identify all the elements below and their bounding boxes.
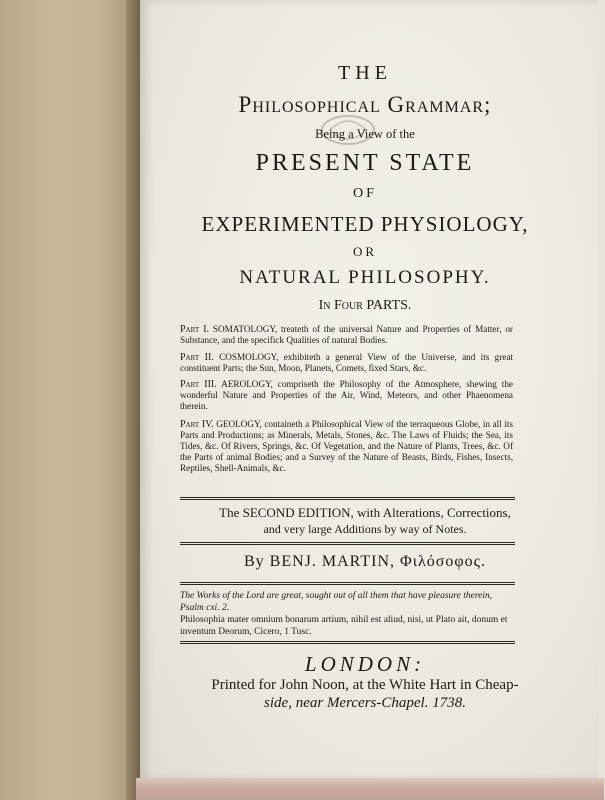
- motto-latin: Philosophia mater omnium bonarum artium, nihil est aliud, nisi, ut Plato ait, donum et inventum Deorum, Cicero, 1 Tusc.: [180, 615, 508, 637]
- imprint-city: LONDON:: [304, 652, 426, 676]
- title-present-state: PRESENT STATE: [255, 150, 475, 176]
- divider-rule: [180, 497, 515, 500]
- title-being-a-view: Being a View of the: [315, 127, 415, 141]
- part-two-text: COSMOLOGY, exhibiteth a general View of the Universe, and its great constituent Parts; the Sun, Moon, Planets, Comets, fixed Stars, &c.: [180, 352, 513, 373]
- title-experimented-physiology: EXPERIMENTED PHYSIOLOGY,: [201, 212, 529, 236]
- title-natural-philosophy: NATURAL PHILOSOPHY.: [239, 267, 491, 288]
- part-one-label: Part I.: [180, 324, 210, 335]
- divider-rule: [180, 641, 515, 644]
- title-philosophical-grammar: Philosophical Grammar;: [238, 92, 492, 117]
- part-four-label: Part IV.: [180, 419, 214, 430]
- divider-rule: [180, 542, 515, 545]
- motto-psalm: The Works of the Lord are great, sought out of all them that have pleasure therein, Psalm cxi. 2.: [180, 591, 493, 613]
- title-in-four-parts: In Four PARTS.: [318, 298, 412, 313]
- imprint-line-2: side, near Mercers-Chapel. 1738.: [264, 695, 466, 711]
- part-two: [180, 352, 513, 374]
- part-four-text: GEOLOGY, containeth a Philosophical View of the terraqueous Globe, in all its Parts and Productions; as Minerals, Metals, Stones, &c. The Laws of Fluids; the Sea, its Tides, &c. Of Rivers, Springs, &c. Of Vegetation, and the Nature of Plants, Trees, &c. Of the Parts of animal Bodies; and a Survey of the Nature of Beasts, Birds, Fishes, Insects, Reptiles, Shell-Animals, &c.: [180, 419, 513, 473]
- page-stack-edge: [136, 778, 604, 800]
- edition-line: The SECOND EDITION, with Alterations, Corrections,: [219, 505, 511, 520]
- book-cover-board: [0, 0, 140, 800]
- author-line: By BENJ. MARTIN, Φιλόσοφος.: [244, 553, 486, 570]
- imprint-line-1: Printed for John Noon, at the White Hart in Cheap-: [211, 677, 519, 693]
- part-two-label: Part II.: [180, 352, 214, 363]
- part-four: [180, 419, 513, 474]
- part-one-text: SOMATOLOGY, treateth of the universal Nature and Properties of Matter, or Substance, and the specifick Qualities of natural Bodies.: [180, 324, 513, 345]
- part-one: [180, 324, 513, 346]
- part-three-text: AEROLOGY, compriseth the Philosophy of the Atmosphere, shewing the wonderful Nature and Properties of the Air, Wind, Meteors, and other Phaenomena therein.: [180, 379, 513, 411]
- part-three: [180, 379, 513, 412]
- additions-line: and very large Additions by way of Notes.: [263, 522, 467, 536]
- title-the: THE: [338, 62, 392, 84]
- part-three-label: Part III.: [180, 379, 217, 390]
- divider-rule: [180, 582, 515, 585]
- title-or: OR: [352, 244, 378, 259]
- title-of: OF: [353, 186, 377, 201]
